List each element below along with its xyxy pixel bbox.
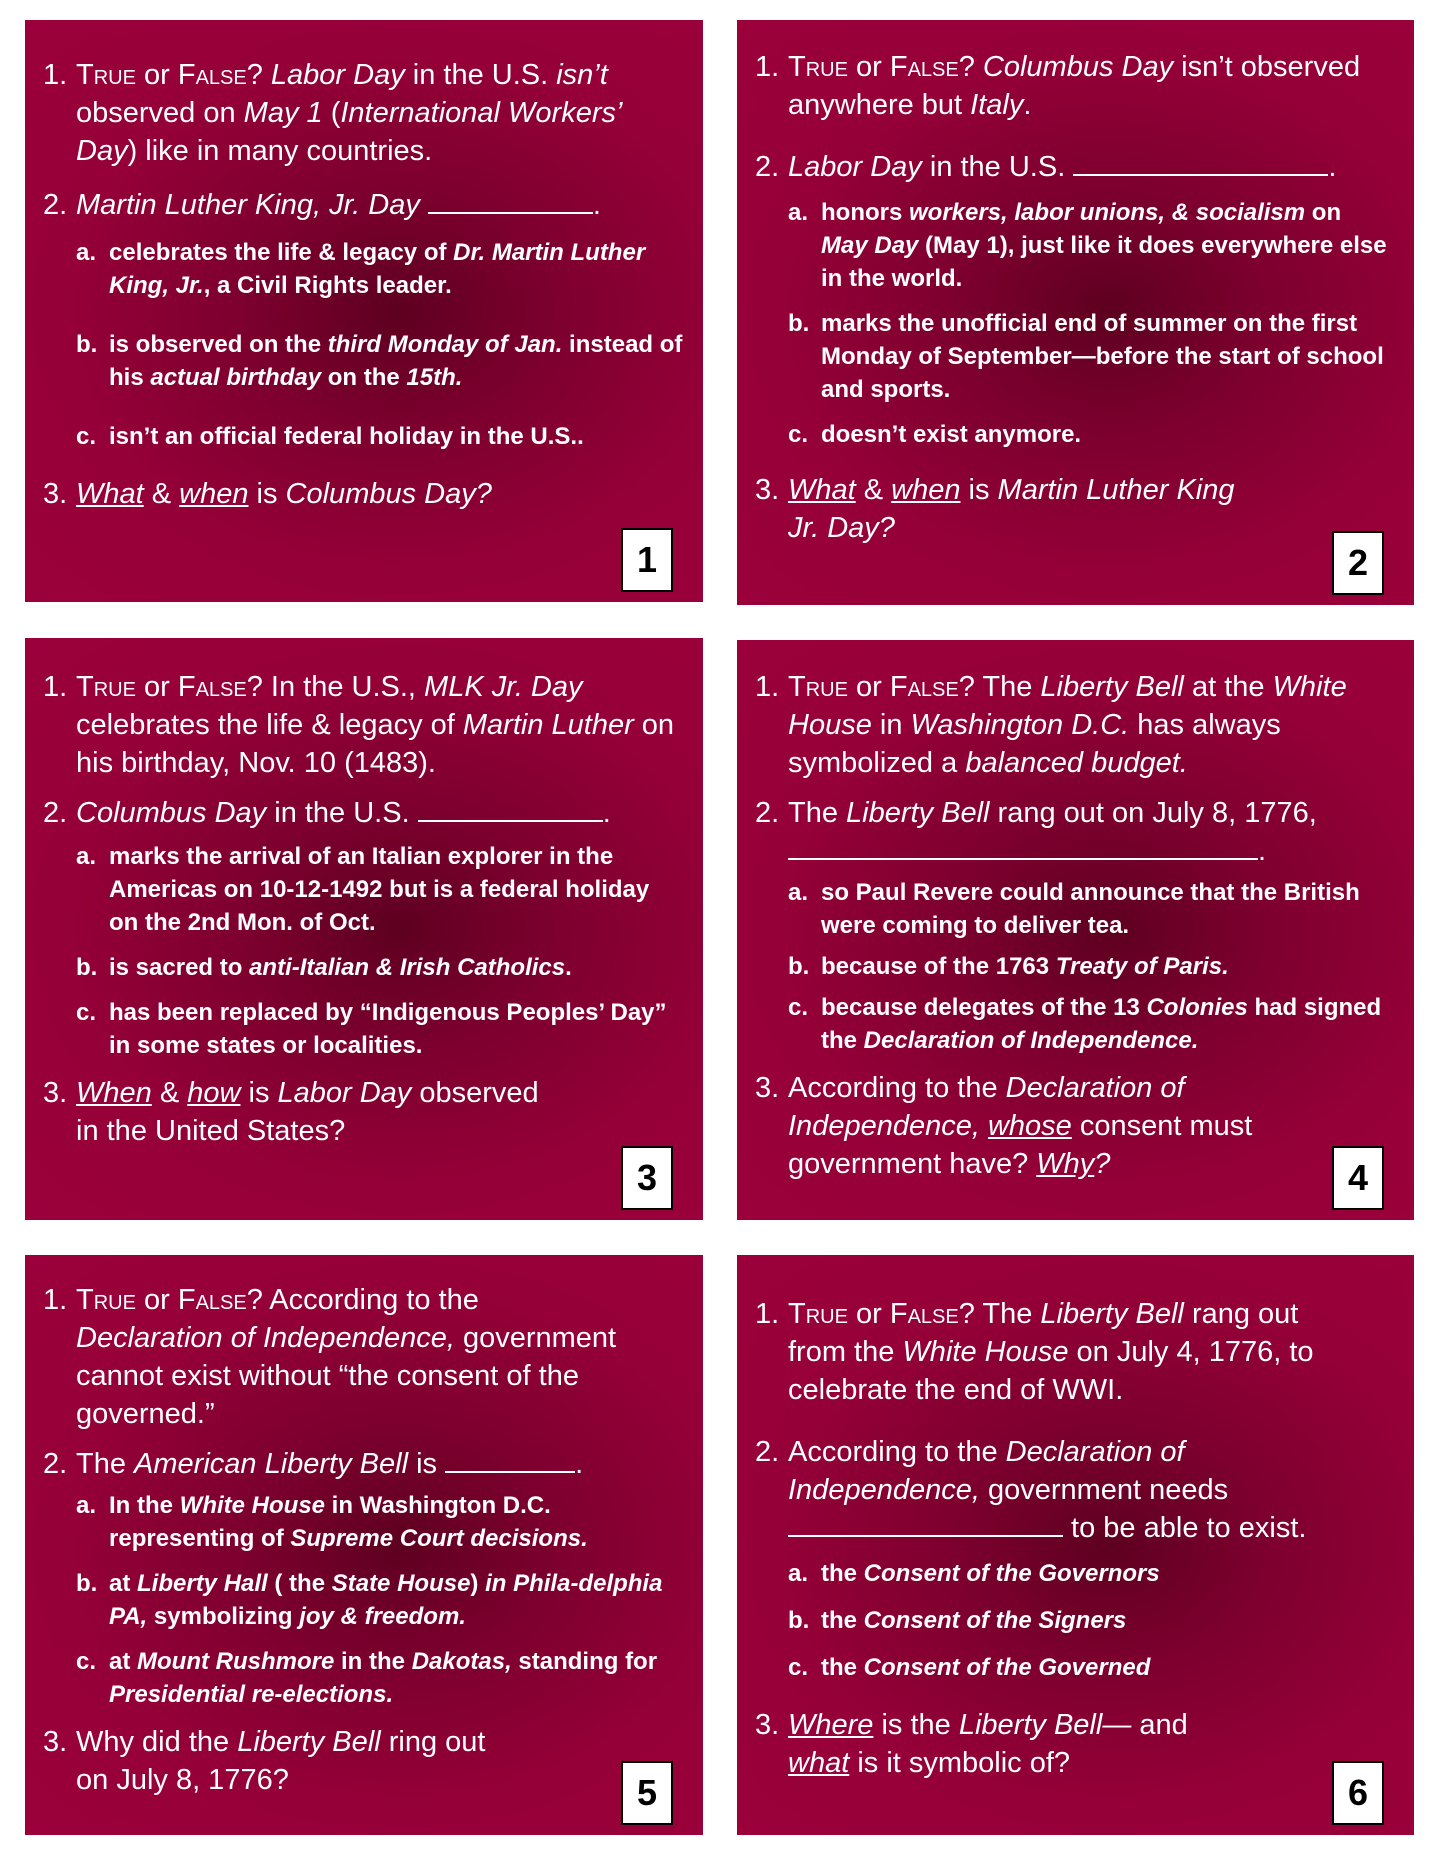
answer-blank [788, 834, 1258, 860]
option-c: c. the Consent of the Governed [788, 1654, 1151, 1681]
question-1: 1. True or False? In the U.S., MLK Jr. Day celebrates the life & legacy of Martin Luther on his birthday, Nov. 10 (1483). [43, 671, 675, 779]
card-5 [25, 1255, 703, 1835]
card-number-badge: 1 [621, 528, 673, 592]
answer-blank [418, 796, 603, 822]
card-3 [25, 638, 703, 1220]
question-1: 1. True or False? Columbus Day isn’t observed anywhere but Italy. [755, 51, 1361, 121]
option-a: a. the Consent of the Governors [788, 1560, 1160, 1587]
option-b: b. the Consent of the Signers [788, 1607, 1127, 1634]
options [43, 236, 683, 453]
option-b: b. is sacred to anti-Italian & Irish Catholics. [76, 954, 572, 981]
card-number-badge: 4 [1332, 1146, 1384, 1210]
question-2: 2. Columbus Day in the U.S. . [43, 797, 611, 829]
answer-blank [1073, 150, 1328, 176]
question-2: 2. The American Liberty Bell is . [43, 1448, 584, 1480]
option-a: a. In the White House in Washington D.C. representing of Supreme Court decisions. [76, 1492, 588, 1552]
card-number-badge: 6 [1332, 1761, 1384, 1825]
options [43, 1489, 683, 1711]
answer-blank [788, 1511, 1063, 1537]
question-3: 3. According to the Declaration of Independence, whose consent must government have? Why? [755, 1072, 1253, 1180]
question-1: 1. True or False? According to the Declaration of Independence, government cannot exist without “the consent of the governed.” [43, 1284, 617, 1430]
options [755, 1557, 1394, 1684]
question-2: 2. Martin Luther King, Jr. Day . [43, 189, 601, 221]
option-b: b. marks the unofficial end of summer on the first Monday of September—before the start of school and sports. [788, 310, 1384, 403]
question-1: 1. True or False? The Liberty Bell rang out from the White House on July 4, 1776, to celebrate the end of WWI. [755, 1298, 1314, 1406]
card-1 [25, 20, 703, 602]
option-c: c. at Mount Rushmore in the Dakotas, standing for Presidential re-elections. [76, 1648, 658, 1708]
question-2: 2. Labor Day in the U.S. . [755, 151, 1337, 183]
option-a: a. celebrates the life & legacy of Dr. Martin Luther King, Jr., a Civil Rights leader. [76, 239, 646, 299]
question-1: 1. True or False? The Liberty Bell at the White House in Washington D.C. has always symbolized a balanced budget. [755, 671, 1347, 779]
options [43, 840, 683, 1062]
option-b: b. because of the 1763 Treaty of Paris. [788, 953, 1229, 980]
question-3: 3. Where is the Liberty Bell— and what is it symbolic of? [755, 1709, 1188, 1779]
option-b: b. is observed on the third Monday of Jan. instead of his actual birthday on the 15th. [76, 331, 683, 391]
option-c: c. because delegates of the 13 Colonies had signed the Declaration of Independence. [788, 994, 1382, 1054]
question-3: 3. When & how is Labor Day observed in the United States? [43, 1077, 539, 1147]
card-4 [737, 640, 1414, 1220]
card-2 [737, 20, 1414, 605]
question-3: 3. Why did the Liberty Bell ring out on July 8, 1776? [43, 1726, 486, 1796]
question-1: 1. True or False? Labor Day in the U.S. isn’t observed on May 1 (International Workers’ Day) like in many countries. [43, 59, 621, 167]
answer-blank [445, 1447, 575, 1473]
option-a: a. so Paul Revere could announce that the British were coming to deliver tea. [788, 879, 1360, 939]
card-number-badge: 3 [621, 1146, 673, 1210]
options [755, 876, 1394, 1057]
option-c: c. has been replaced by “Indigenous Peoples’ Day” in some states or localities. [76, 999, 667, 1059]
card-number-badge: 5 [621, 1761, 673, 1825]
option-a: a. marks the arrival of an Italian explorer in the Americas on 10-12-1492 but is a federal holiday on the 2nd Mon. of Oct. [76, 843, 650, 936]
option-c: c. isn’t an official federal holiday in the U.S.. [76, 423, 584, 450]
question-2: 2. The Liberty Bell rang out on July 8, 1776, . [755, 797, 1317, 867]
option-c: c. doesn’t exist anymore. [788, 421, 1082, 448]
card-6 [737, 1255, 1414, 1835]
question-3: 3. What & when is Columbus Day? [43, 478, 492, 510]
option-a: a. honors workers, labor unions, & socialism on May Day (May 1), just like it does everywhere else in the world. [788, 199, 1387, 292]
options [755, 196, 1394, 451]
card-number-badge: 2 [1332, 531, 1384, 595]
option-b: b. at Liberty Hall ( the State House) in Phila-delphia PA, symbolizing joy & freedom. [76, 1570, 663, 1630]
answer-blank [428, 188, 593, 214]
question-3: 3. What & when is Martin Luther King Jr. Day? [755, 474, 1235, 544]
question-2: 2. According to the Declaration of Independence, government needs to be able to exist. [755, 1436, 1307, 1544]
